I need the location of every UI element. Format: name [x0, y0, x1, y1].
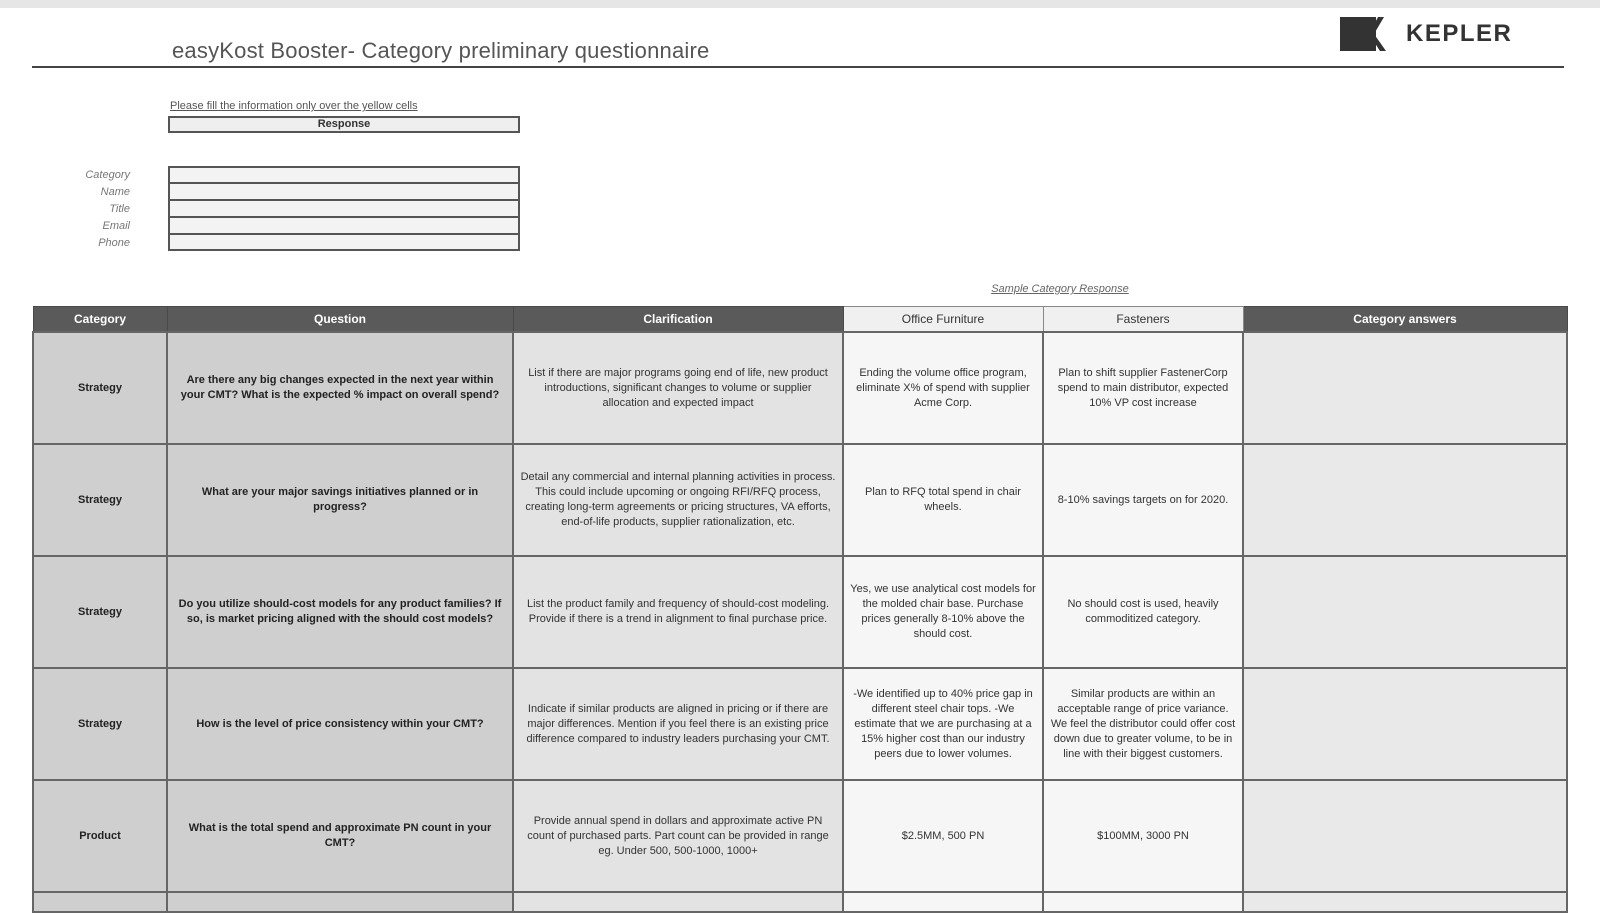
- field-row-category: [60, 166, 520, 183]
- table-row: [33, 444, 1567, 556]
- row-question: Are there any big changes expected in the next year within your CMT? What is the expected % impact on overall spend?: [167, 332, 513, 444]
- row-clarification: List if there are major programs going end of life, new product introductions, significant changes to volume or supplier allocation and expected impact: [513, 332, 843, 444]
- row-category: Strategy: [33, 668, 167, 780]
- header-category-answers: Category answers: [1243, 307, 1567, 333]
- row-sample-office-furniture: Plan to RFQ total spend in chair wheels.: [843, 444, 1043, 556]
- table-row: [33, 332, 1567, 444]
- field-row-email: [60, 217, 520, 234]
- field-label-category: Category: [85, 168, 130, 181]
- row-answer-cell[interactable]: [1243, 444, 1567, 556]
- header-sample-fasteners: Fasteners: [1043, 307, 1243, 333]
- field-row-name: [60, 183, 520, 200]
- logo-text: KEPLER: [1406, 20, 1513, 47]
- row-sample-fasteners: $100MM, 3000 PN: [1043, 780, 1243, 892]
- row-clarification: Provide annual spend in dollars and approximate active PN count of purchased parts. Part count can be provided in range eg. Under 500, 500-1000, 1000+: [513, 780, 843, 892]
- table-row: [33, 780, 1567, 892]
- row-answer-cell[interactable]: [1243, 780, 1567, 892]
- field-label-name: Name: [100, 185, 130, 198]
- kepler-logo-icon: [1340, 15, 1396, 53]
- header-sample-office-furniture: Office Furniture: [843, 307, 1043, 333]
- row-question: Do you utilize should-cost models for any product families? If so, is market pricing aligned with the should cost models?: [167, 556, 513, 668]
- field-label-phone: Phone: [98, 236, 130, 249]
- title-divider: [32, 66, 1564, 68]
- row-sample-fasteners: No should cost is used, heavily commoditized category.: [1043, 556, 1243, 668]
- page-title: easyKost Booster- Category preliminary questionnaire: [172, 38, 710, 63]
- row-answer-cell[interactable]: [1243, 668, 1567, 780]
- contact-fields: [60, 166, 520, 251]
- row-category: Product: [33, 780, 167, 892]
- top-strip: [0, 0, 1600, 8]
- sample-response-label: Sample Category Response: [991, 283, 1129, 295]
- row-sample-fasteners: 8-10% savings targets on for 2020.: [1043, 444, 1243, 556]
- header-question: Question: [167, 307, 513, 333]
- field-row-title: [60, 200, 520, 217]
- field-row-phone: [60, 234, 520, 251]
- table-header-row: [33, 307, 1567, 333]
- row-clarification: List the product family and frequency of should-cost modeling. Provide if there is a trend in alignment to final purchase price.: [513, 556, 843, 668]
- row-sample-office-furniture: Ending the volume office program, eliminate X% of spend with supplier Acme Corp.: [843, 332, 1043, 444]
- row-answer-cell[interactable]: [1243, 556, 1567, 668]
- table-row: [33, 668, 1567, 780]
- row-sample-office-furniture: Yes, we use analytical cost models for the molded chair base. Purchase prices generally 8-10% above the should cost.: [843, 556, 1043, 668]
- header-clarification: Clarification: [513, 307, 843, 333]
- table-row-partial: [33, 892, 1567, 912]
- response-header: Response: [168, 116, 520, 133]
- header-category: Category: [33, 307, 167, 333]
- row-sample-fasteners: Similar products are within an acceptable range of price variance. We feel the distributor could offer cost down due to greater volume, to be in line with their biggest customers.: [1043, 668, 1243, 780]
- email-input[interactable]: [168, 217, 520, 234]
- row-sample-fasteners: Plan to shift supplier FastenerCorp spend to main distributor, expected 10% VP cost increase: [1043, 332, 1243, 444]
- row-category: Strategy: [33, 556, 167, 668]
- row-sample-office-furniture: $2.5MM, 500 PN: [843, 780, 1043, 892]
- row-category: Strategy: [33, 444, 167, 556]
- name-input[interactable]: [168, 183, 520, 200]
- row-clarification: Detail any commercial and internal planning activities in process. This could include upcoming or ongoing RFI/RFQ process, creating long-term agreements or pricing structures, VA efforts, end-of-life products, supplier rationalization, etc.: [513, 444, 843, 556]
- table-row: [33, 556, 1567, 668]
- row-question: How is the level of price consistency within your CMT?: [167, 668, 513, 780]
- row-sample-office-furniture: -We identified up to 40% price gap in different steel chair tops. -We estimate that we are purchasing at a 15% higher cost than our industry peers due to lower volumes.: [843, 668, 1043, 780]
- title-input[interactable]: [168, 200, 520, 217]
- phone-input[interactable]: [168, 234, 520, 251]
- category-input[interactable]: [168, 166, 520, 183]
- kepler-logo: [1340, 14, 1512, 54]
- fill-instruction: Please fill the information only over the yellow cells: [170, 100, 418, 112]
- field-label-title: Title: [109, 202, 130, 215]
- row-answer-cell[interactable]: [1243, 332, 1567, 444]
- row-question: What is the total spend and approximate PN count in your CMT?: [167, 780, 513, 892]
- row-category: Strategy: [33, 332, 167, 444]
- row-clarification: Indicate if similar products are aligned in pricing or if there are major differences. Mention if you feel there is an existing price difference compared to industry leaders purchasing your CMT.: [513, 668, 843, 780]
- field-label-email: Email: [102, 219, 130, 232]
- questionnaire-table: [32, 306, 1568, 913]
- row-question: What are your major savings initiatives planned or in progress?: [167, 444, 513, 556]
